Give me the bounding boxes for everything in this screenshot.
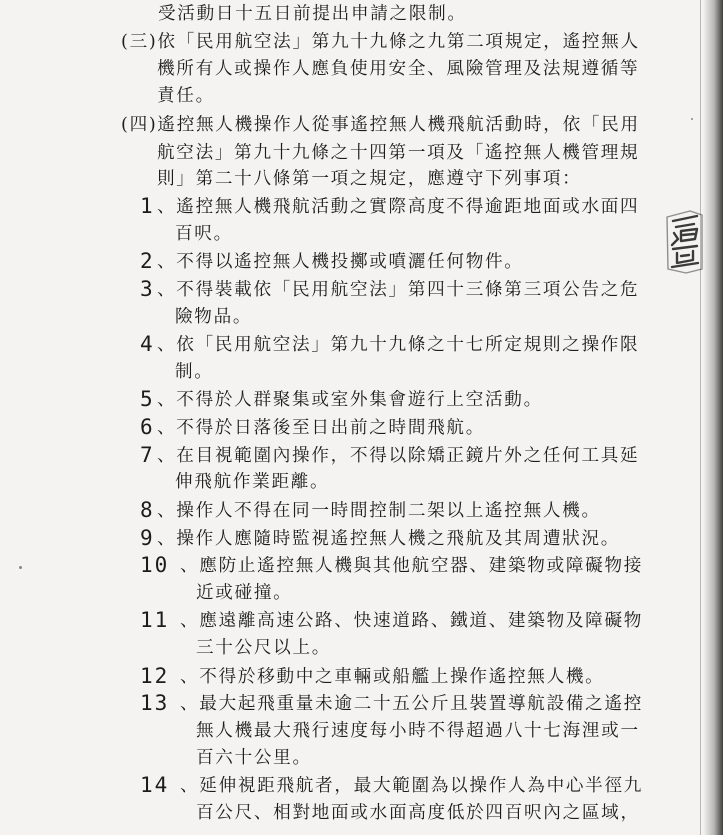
text-line: 三十公尺以上。 <box>196 638 332 658</box>
list-item: 、延伸視距飛航者，最大範圍為以操作人為中心半徑九 <box>180 776 644 796</box>
item-number: 2 <box>140 249 155 273</box>
text-line: 責任。 <box>157 86 215 106</box>
text-line: 百呎。 <box>175 224 233 244</box>
list-item: 、操作人不得在同一時間控制二架以上遙控無人機。 <box>157 501 601 521</box>
text-line: 近或碰撞。 <box>196 583 293 603</box>
list-item: 、應遠離高速公路、快速道路、鐵道、建築物及障礙物 <box>180 611 644 631</box>
item-number: 8 <box>140 498 155 522</box>
list-item: 、不得於移動中之車輛或船艦上操作遙控無人機。 <box>180 667 605 687</box>
item-number: 12 <box>140 664 170 688</box>
text-line: 制。 <box>175 362 214 382</box>
text-line: 伸飛航作業距離。 <box>175 472 330 492</box>
text-line: 百公尺、相對地面或水面高度低於四百呎內之區域， <box>196 803 640 823</box>
seal-stamp-icon <box>664 209 704 275</box>
list-item: 、應防止遙控無人機與其他航空器、建築物或障礙物接 <box>180 556 644 576</box>
list-item: 、依「民用航空法」第九十九條之十七所定規則之操作限 <box>157 335 640 355</box>
text-line: 無人機最大飛行速度每小時不得超過八十七海浬或一 <box>196 721 640 741</box>
item-number: 11 <box>140 608 170 632</box>
item-number: 5 <box>140 387 155 411</box>
item-number: 13 <box>140 691 170 715</box>
section-four-heading: (四)遙控無人機操作人從事遙控無人機飛航活動時，依「民用 <box>121 115 640 135</box>
page-edge-shadow <box>703 0 723 835</box>
item-number: 7 <box>140 443 155 467</box>
item-number: 1 <box>140 194 155 218</box>
list-item: 、操作人應隨時監視遙控無人機之飛航及其周遭狀況。 <box>157 529 621 549</box>
section-three-heading: (三)依「民用航空法」第九十九條之九第二項規定，遙控無人 <box>121 32 640 52</box>
item-number: 14 <box>140 773 170 797</box>
text-line: 航空法」第九十九條之十四第一項及「遙控無人機管理規 <box>157 143 640 163</box>
text-line: 百六十公里。 <box>196 748 312 768</box>
scan-speck <box>691 118 693 120</box>
text-line: 機所有人或操作人應負使用安全、風險管理及法規遵循等 <box>157 59 640 79</box>
item-number: 6 <box>140 415 155 439</box>
scan-speck <box>19 566 22 569</box>
text-line: 險物品。 <box>175 307 253 327</box>
list-item: 、不得以遙控無人機投擲或噴灑任何物件。 <box>157 252 524 272</box>
list-item: 、在目視範圍內操作，不得以除矯正鏡片外之任何工具延 <box>157 446 640 466</box>
list-item: 、遙控無人機飛航活動之實際高度不得逾距地面或水面四 <box>157 197 640 217</box>
list-item: 、最大起飛重量未逾二十五公斤且裝置導航設備之遙控 <box>180 694 644 714</box>
item-number: 9 <box>140 526 155 550</box>
list-item: 、不得裝載依「民用航空法」第四十三條第三項公告之危 <box>157 280 640 300</box>
list-item: 、不得於人群聚集或室外集會遊行上空活動。 <box>157 390 543 410</box>
text-line: 受活動日十五日前提出申請之限制。 <box>158 4 467 24</box>
text-line: 則」第二十八條第一項之規定，應遵守下列事項： <box>157 169 582 189</box>
item-number: 4 <box>140 332 155 356</box>
page-edge-line <box>700 0 701 835</box>
list-item: 、不得於日落後至日出前之時間飛航。 <box>157 418 485 438</box>
item-number: 10 <box>140 553 170 577</box>
item-number: 3 <box>140 277 155 301</box>
